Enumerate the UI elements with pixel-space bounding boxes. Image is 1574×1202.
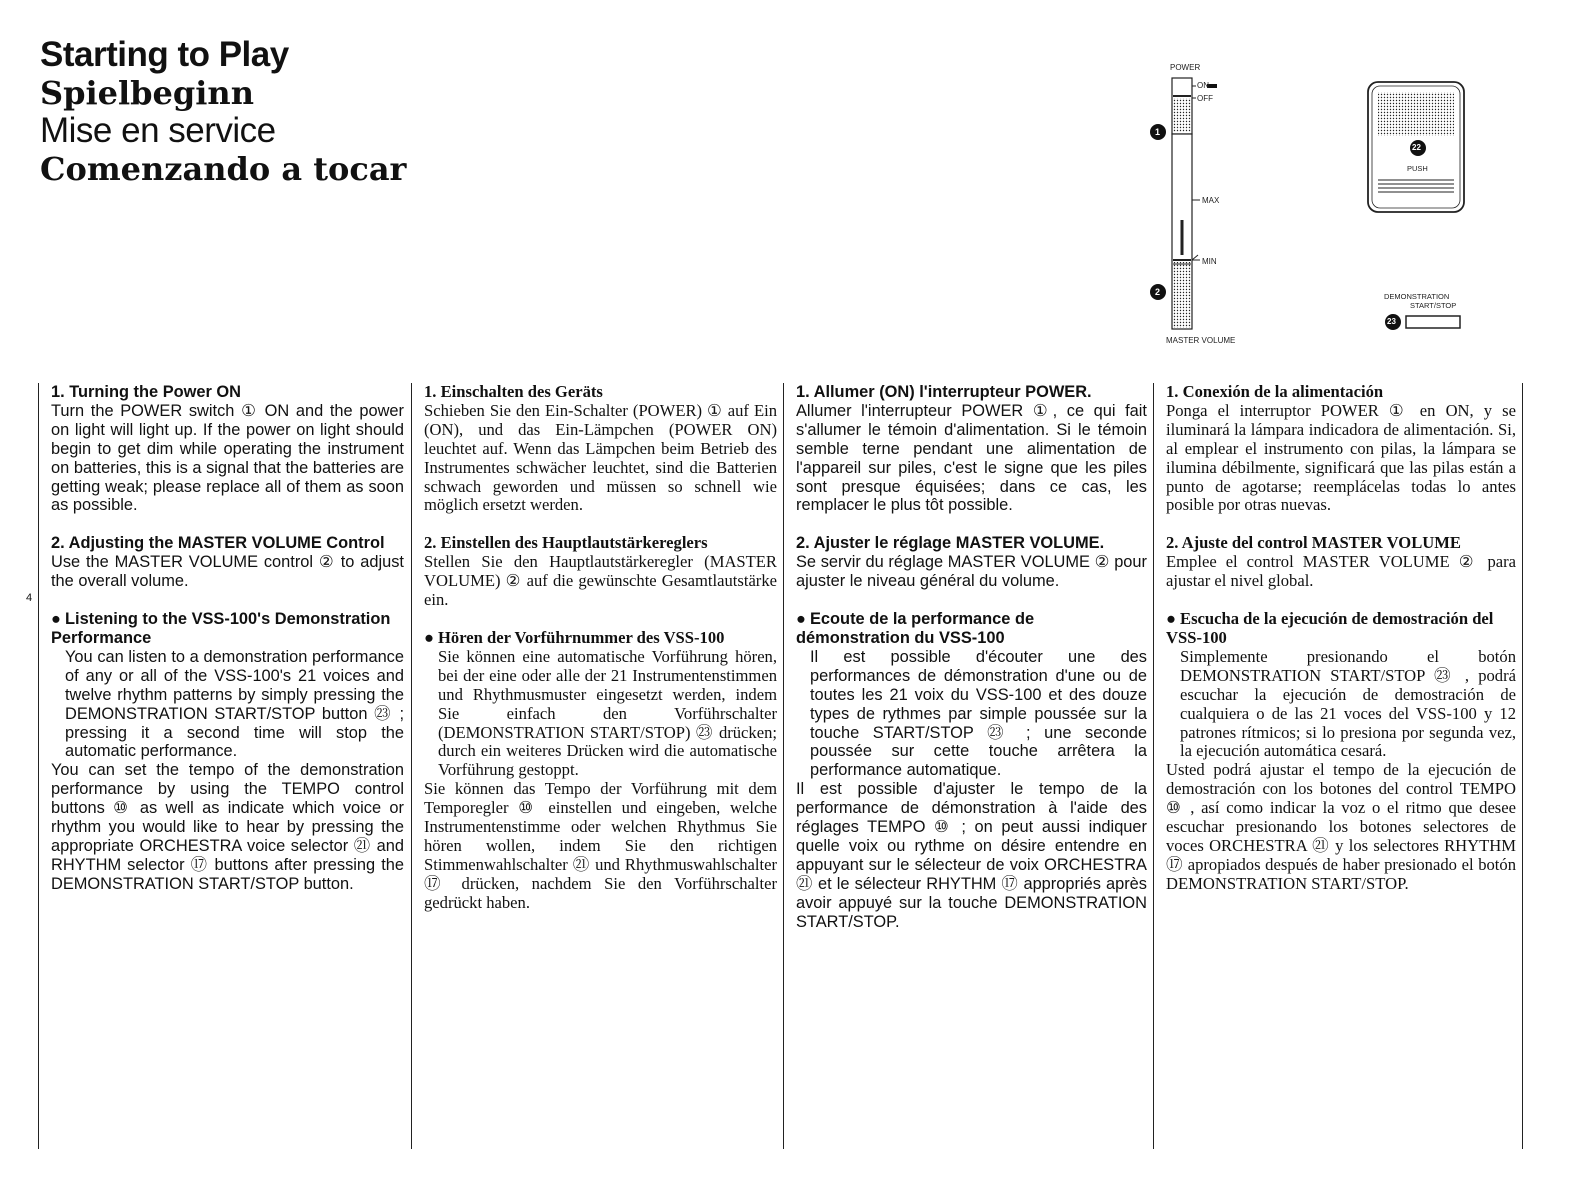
de-heading-volume: 2. Einstellen des Hauptlautstärkereglers bbox=[424, 533, 708, 553]
bullet-icon: ● bbox=[424, 627, 435, 647]
fr-paragraph-demo: Il est possible d'écouter une des performances de démonstration d'une ou de toutes les 21 voix du VSS-100 et des douze types de rythmes par simple poussée sur la touche START/STOP ㉓ ; une seconde poussée sur cette touche arrêtera la performance automatique. bbox=[810, 647, 1147, 780]
controls-illustration bbox=[1140, 60, 1560, 360]
push-label: PUSH bbox=[1407, 164, 1428, 173]
de-demo-block bbox=[424, 627, 777, 780]
de-heading-demo bbox=[424, 629, 777, 648]
es-paragraph-tempo: Usted podrá ajustar el tempo de la ejecución de demostración con los botones del control TEMPO ⑩ , así como indicar la voz o el ritmo que desee escuchar presionando los botones selectores de voces ORCHESTRA ㉑ y los selectores RHYTHM ⑰ apropiados después de haber presionado el botón DEMONSTRATION START/STOP. bbox=[1166, 760, 1516, 893]
bullet-icon: ● bbox=[51, 610, 61, 629]
es-paragraph-power: Ponga el interruptor POWER ① en ON, y se iluminará la lámpara indicadora de alimentación. Si, al emplear el instrumento con pilas, la lámpara se ilumina débilmente, significará que las pilas están a punto de agotarse; reemplácelas todas lo antes posible por otras nuevas. bbox=[1166, 400, 1516, 515]
en-demo-block bbox=[51, 610, 404, 761]
fr-heading-demo-text: Ecoute de la performance de démonstration du VSS-100 bbox=[796, 610, 1035, 647]
power-label: POWER bbox=[1170, 63, 1201, 72]
master-volume-label: MASTER VOLUME bbox=[1166, 336, 1236, 345]
bullet-icon: ● bbox=[796, 610, 806, 629]
fr-demo-block bbox=[796, 610, 1147, 780]
column-spanish bbox=[1153, 383, 1522, 1149]
es-heading-demo bbox=[1166, 610, 1516, 648]
on-label: ON bbox=[1197, 81, 1209, 90]
fr-heading-demo bbox=[796, 610, 1147, 648]
de-paragraph-power: Schieben Sie den Ein-Schalter (POWER) ① auf Ein (ON), und das Ein-Lämpchen (POWER ON) leuchtet auf. Wenn das Lämpchen beim Betrieb des Instrumentes schwächer leuchtet, sind die Batterien schwach geworden und müssen so schnell wie möglich ersetzt werden. bbox=[424, 400, 777, 515]
es-paragraph-demo: Simplemente presionando el botón DEMONSTRATION START/STOP ㉓ , podrá escuchar la ejecución de demostración de cualquiera o de las 21 voces del VSS-100 y 12 patrones rítmicos; si lo presiona por segunda vez, la ejecución automática cesará. bbox=[1180, 646, 1516, 761]
en-heading-demo bbox=[51, 610, 404, 648]
es-paragraph-volume: Emplee el control MASTER VOLUME ② para ajustar el nivel global. bbox=[1166, 552, 1516, 591]
en-paragraph-volume: Use the MASTER VOLUME control ② to adjust the overall volume. bbox=[51, 553, 404, 591]
right-column-rule bbox=[1522, 383, 1523, 1149]
fr-heading-volume: 2. Ajuster le réglage MASTER VOLUME. bbox=[796, 534, 1105, 553]
demonstration-start-stop-button-diagram bbox=[1385, 314, 1460, 330]
es-heading-power: 1. Conexión de la alimentación bbox=[1166, 382, 1384, 401]
start-stop-label: START/STOP bbox=[1410, 301, 1457, 310]
fr-heading-power: 1. Allumer (ON) l'interrupteur POWER. bbox=[796, 383, 1092, 401]
badge-1-number: 1 bbox=[1155, 127, 1161, 137]
max-label: MAX bbox=[1202, 196, 1220, 205]
bullet-icon: ● bbox=[1166, 609, 1177, 629]
en-paragraph-tempo: You can set the tempo of the demonstration performance by using the TEMPO control buttons ⑩ as well as indicate which voice or rhythm you would like to hear by pressing the appropriate ORCHESTRA voice selector ㉑ and RHYTHM selector ⑰ buttons after pressing the DEMONSTRATION START/STOP button. bbox=[51, 761, 404, 893]
es-heading-demo-text: Escucha de la ejecución de demostración del VSS-100 bbox=[1166, 609, 1494, 647]
de-heading-demo-text: Hören der Vorführnummer des VSS-100 bbox=[438, 627, 725, 647]
fr-paragraph-power: Allumer l'interrupteur POWER ①, ce qui fait s'allumer le témoin d'alimentation. Si le témoin semble terne pendant une alimentation de l'appareil sur piles, c'est le signe que les piles sont presque équisées; dans ce cas, les remplacer le plus tôt possible. bbox=[796, 401, 1147, 515]
en-heading-volume: 2. Adjusting the MASTER VOLUME Control bbox=[51, 534, 385, 553]
de-paragraph-tempo: Sie können das Tempo der Vorführung mit dem Temporegler ⑩ einstellen und eingeben, welche Instrumentenstimme oder welchen Rhythmus Sie hören wollen, indem Sie den richtigen Stimmenwahlschalter ㉑ und Rhythmuswahlschalter ⑰ drücken, nachdem Sie den Vorführschalter gedrückt haben. bbox=[424, 779, 777, 912]
es-demo-block bbox=[1166, 609, 1516, 761]
page-titles bbox=[40, 36, 406, 188]
title-english: Starting to Play bbox=[40, 35, 289, 74]
column-french bbox=[783, 383, 1153, 1149]
title-french: Mise en service bbox=[40, 111, 276, 150]
page-number: 4 bbox=[26, 592, 33, 604]
de-heading-power: 1. Einschalten des Geräts bbox=[424, 382, 603, 401]
en-paragraph-power: Turn the POWER switch ① ON and the power on light will light up. If the power on light should begin to get dim while operating the instrument on batteries, this is a signal that the batteries are getting weak; please replace all of them as soon as possible. bbox=[51, 401, 404, 515]
controls-diagram bbox=[1140, 60, 1560, 360]
badge-22-number: 22 bbox=[1412, 143, 1421, 152]
title-german: Spielbeginn bbox=[40, 74, 254, 112]
en-paragraph-demo: You can listen to a demonstration performance of any or all of the VSS-100's 21 voices and twelve rhythm patterns by simply pressing the DEMONSTRATION START/STOP button ㉓ ; pressing it a second time will stop the automatic performance. bbox=[65, 647, 404, 761]
column-english bbox=[38, 383, 410, 1149]
de-paragraph-volume: Stellen Sie den Hauptlautstärkeregler (MASTER VOLUME) ② auf die gewünschte Gesamtlautstärke ein. bbox=[424, 552, 777, 610]
title-spanish: Comenzando a tocar bbox=[40, 150, 407, 188]
column-german bbox=[411, 383, 783, 1149]
badge-23-number: 23 bbox=[1387, 317, 1396, 326]
en-heading-demo-text: Listening to the VSS-100's Demonstration Performance bbox=[51, 610, 391, 647]
off-label: OFF bbox=[1197, 94, 1213, 103]
badge-2-number: 2 bbox=[1155, 287, 1161, 297]
power-switch-slider bbox=[1172, 78, 1217, 134]
fr-paragraph-tempo: Il est possible d'ajuster le tempo de la performance de démonstration à l'aide des réglages TEMPO ⑩ ; on peut aussi indiquer quelle voix ou rythme on désire entendre en appuyant sur le sélecteur de voix ORCHESTRA ㉑ et le sélecteur RHYTHM ⑰ appropriés après avoir appuyé sur la touche DEMONSTRATION START/STOP. bbox=[796, 780, 1147, 931]
demonstration-label: DEMONSTRATION bbox=[1384, 292, 1450, 301]
min-label: MIN bbox=[1202, 257, 1217, 266]
en-heading-power: 1. Turning the Power ON bbox=[51, 383, 242, 401]
master-volume-slider bbox=[1172, 134, 1200, 329]
de-paragraph-demo: Sie können eine automatische Vorführung hören, bei der eine oder alle der 21 Instrumentenstimmen und Rhythmusmuster eingesetzt werden, indem Sie einfach den Vorführschalter (DEMONSTRATION START/STOP) ㉓ drücken; durch ein weiteres Drücken wird die automatische Vorführung gestoppt. bbox=[438, 646, 777, 780]
es-heading-volume: 2. Ajuste del control MASTER VOLUME bbox=[1166, 533, 1461, 553]
fr-paragraph-volume: Se servir du réglage MASTER VOLUME ② pour ajuster le niveau général du volume. bbox=[796, 553, 1147, 591]
